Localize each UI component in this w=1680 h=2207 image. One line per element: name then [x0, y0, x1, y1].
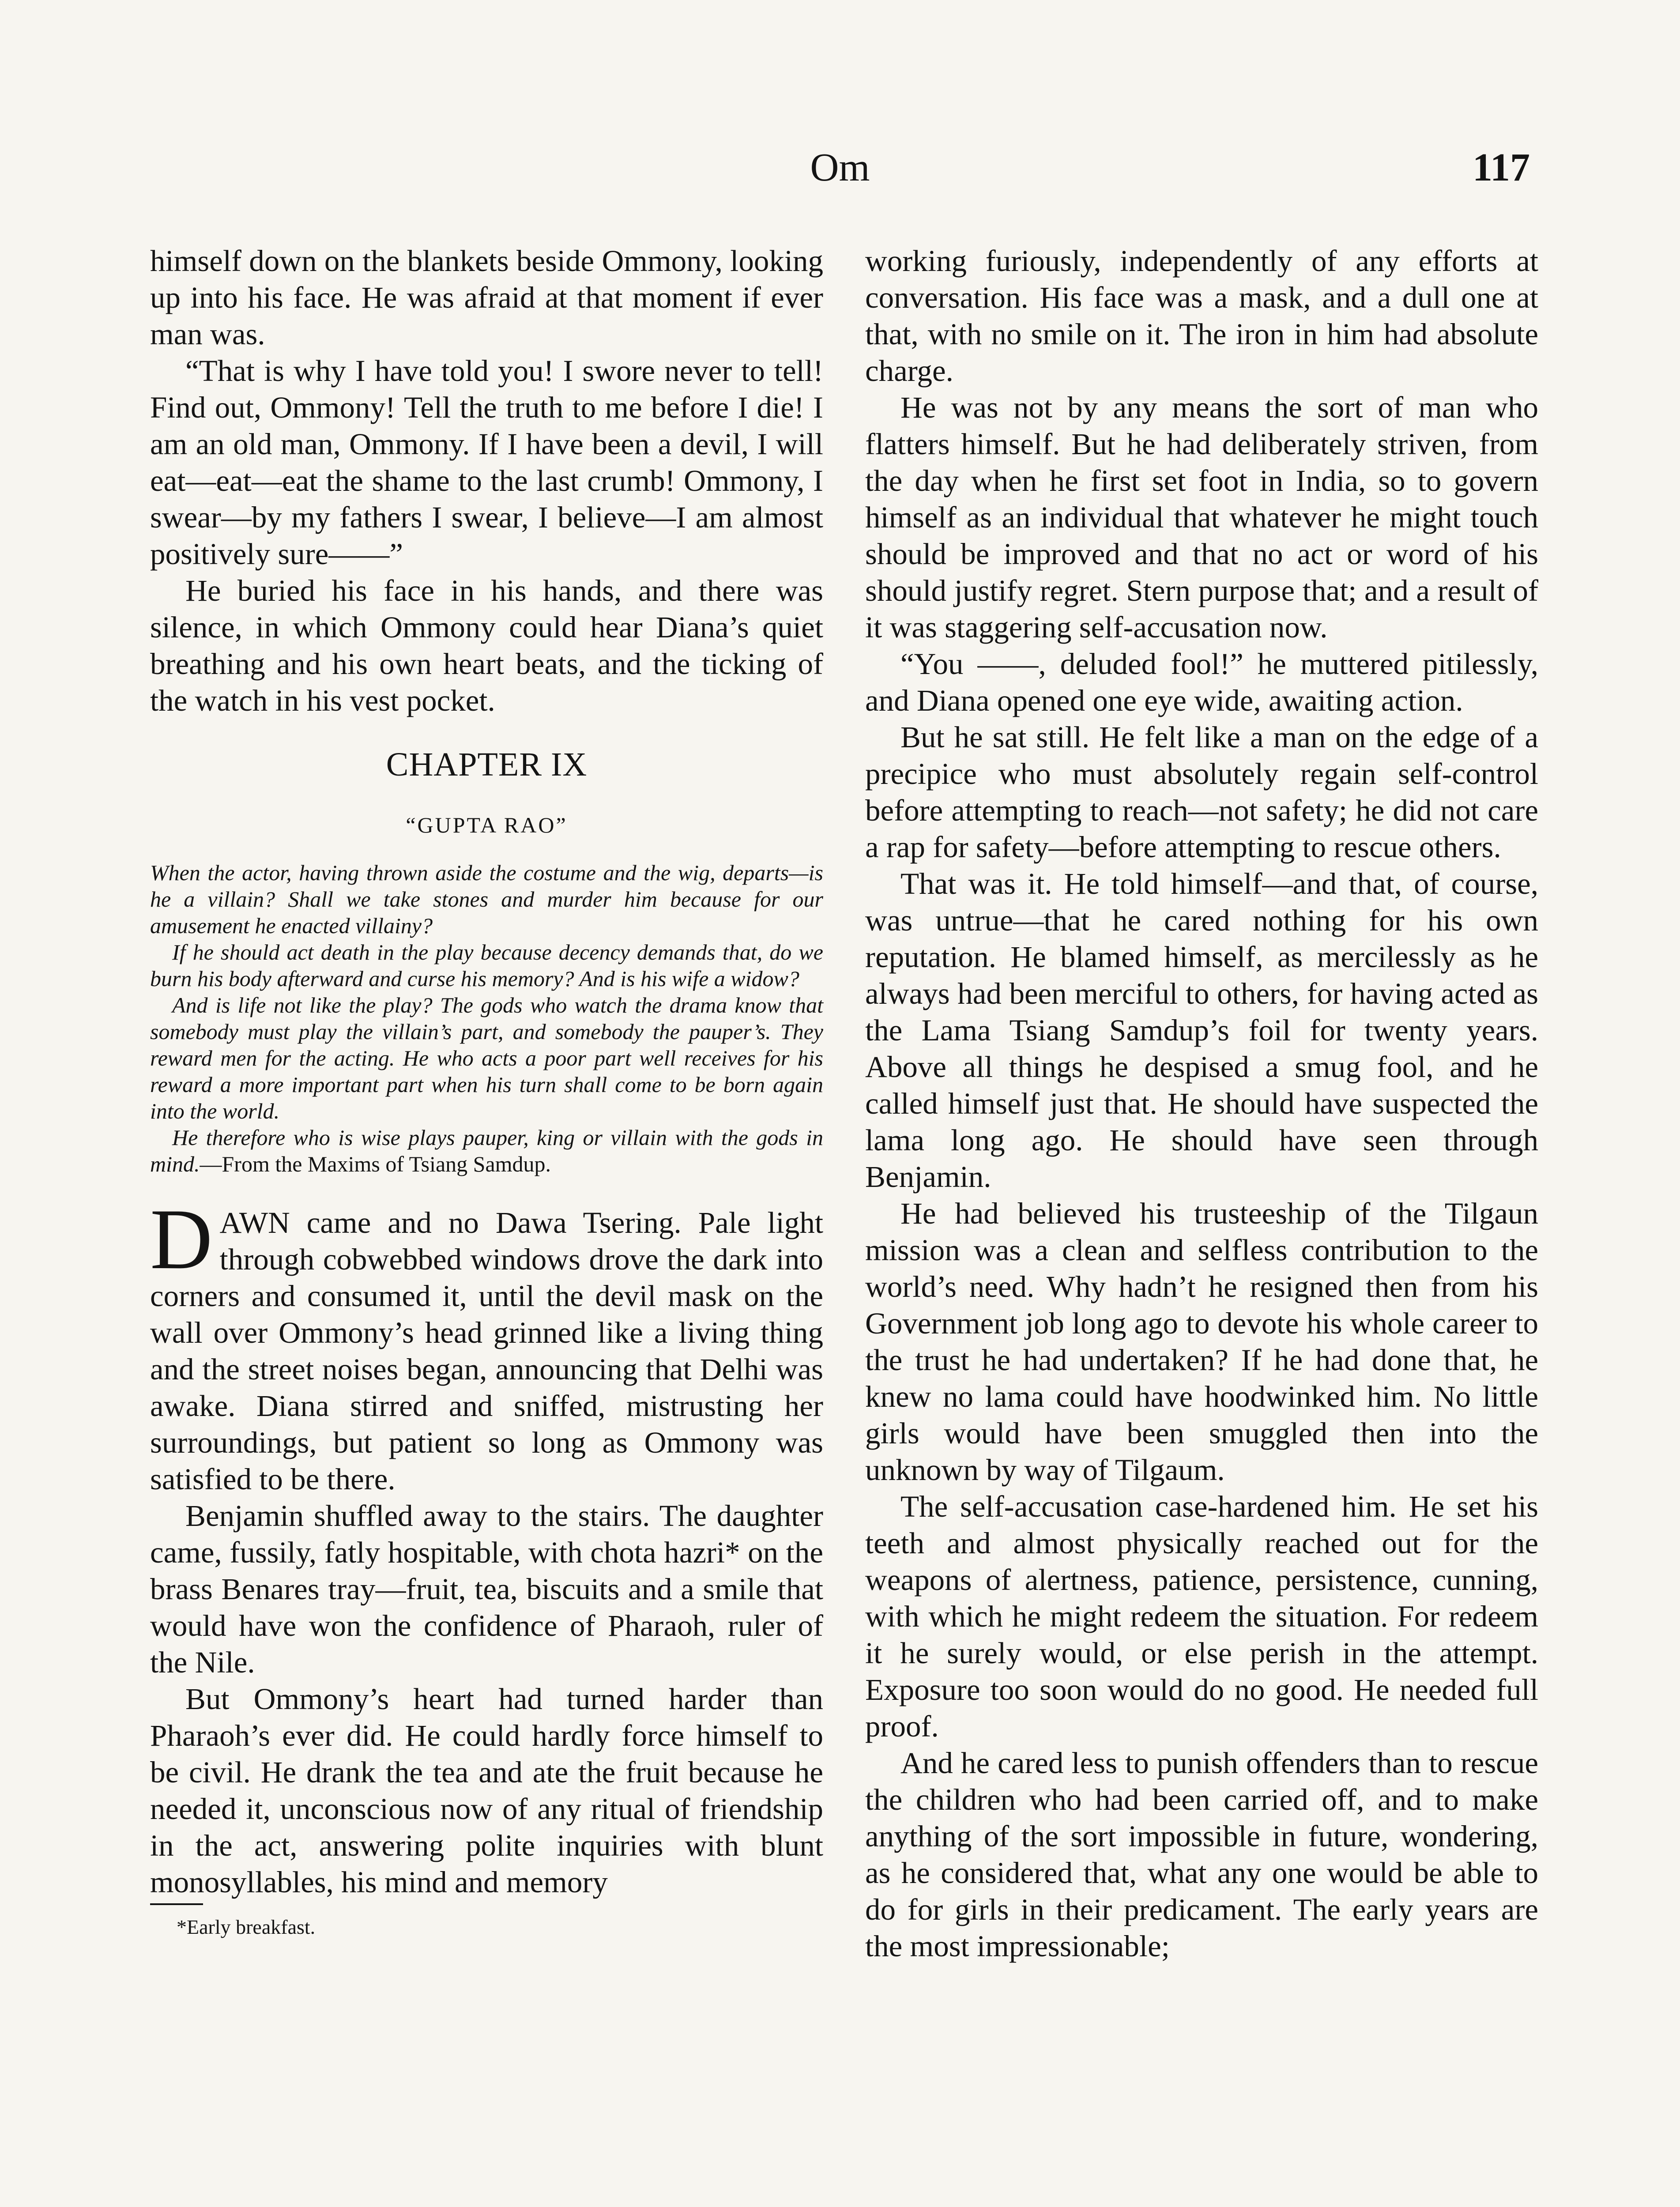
paragraph: himself down on the blankets beside Ommony, looking up into his face. He was afraid at that moment if ever man was.	[150, 244, 823, 351]
opening-paragraph	[150, 1191, 823, 1498]
footnote: *Early breakfast.	[177, 1916, 316, 1938]
footnote-rule	[150, 1903, 203, 1905]
left-column	[150, 243, 823, 1940]
paragraph: But he sat still. He felt like a man on the edge of a precipice who must absolutely regain self-control before attempting to reach—not safety; he did not care a rap for safety—before attempting to rescue others.	[865, 720, 1538, 864]
running-title: Om	[810, 146, 870, 189]
epigraph-paragraph: When the actor, having thrown aside the costume and the wig, departs—is he a villain? Shall we take stones and murder him because for our amusement he enacted villainy?	[150, 860, 823, 938]
chapter-heading: CHAPTER IX	[386, 746, 588, 783]
right-column	[865, 243, 1538, 1965]
epigraph-source: —From the Maxims of Tsiang Samdup.	[200, 1152, 551, 1176]
paragraph: He buried his face in his hands, and there was silence, in which Ommony could hear Diana’s quiet breathing and his own heart beats, and the ticking of the watch in his vest pocket.	[150, 574, 823, 717]
paragraph: He had believed his trusteeship of the Tilgaun mission was a clean and selfless contribution to the world’s need. Why hadn’t he resigned then from his Government job long ago to devote his whole career to the trust he had undertaken? If he had done that, he knew no lama could have hoodwinked him. No little girls would have been smuggled then into the unknown by way of Tilgaum.	[865, 1197, 1538, 1487]
opening-paragraph-text: AWN came and no Dawa Tsering. Pale light through cobwebbed windows drove the dark into corners and consumed it, until the devil mask on the wall over Ommony’s head grinned like a living thing and the street noises began, announcing that Delhi was awake. Diana stirred and sniffed, mistrusting her surroundings, but patient so long as Ommony was satisfied to be there.	[150, 1206, 823, 1496]
page-number: 117	[1472, 146, 1530, 189]
paragraph: That was it. He told himself—and that, of course, was untrue—that he cared nothing for his own reputation. He blamed himself, as mercilessly as he always had been merciful to others, for having acted as the Lama Tsiang Samdup’s foil for twenty years. Above all things he despised a smug fool, and he called himself just that. He should have suspected the lama long ago. He should have seen through Benjamin.	[865, 867, 1538, 1194]
paragraph: The self-accusation case-hardened him. He set his teeth and almost physically reached out for the weapons of alertness, patience, persistence, cunning, with which he might redeem the situation. For redeem it he surely would, or else perish in the attempt. Exposure too soon would do no good. He needed full proof.	[865, 1490, 1538, 1743]
paragraph: “That is why I have told you! I swore never to tell! Find out, Ommony! Tell the truth to me before I die! I am an old man, Ommony. If I have been a devil, I will eat—eat—eat the shame to the last crumb! Ommony, I swear—by my fathers I swear, I believe—I am almost positively sure——”	[150, 354, 823, 571]
epigraph-paragraph: If he should act death in the play because decency demands that, do we burn his body afterward and curse his memory? And is his wife a widow?	[150, 940, 823, 991]
chapter-subtitle: “GUPTA RAO”	[406, 813, 568, 837]
epigraph-closing-text: He therefore who is wise plays pauper, king or villain with the gods in mind.	[150, 1125, 823, 1176]
paragraph: “You ——, deluded fool!” he muttered pitilessly, and Diana opened one eye wide, awaiting action.	[865, 647, 1538, 717]
drop-cap: D	[150, 1191, 213, 1287]
epigraph-paragraph	[150, 1124, 823, 1177]
paragraph: working furiously, independently of any efforts at conversation. His face was a mask, and a dull one at that, with no smile on it. The iron in him had absolute charge.	[865, 244, 1538, 388]
epigraph-paragraph: And is life not like the play? The gods who watch the drama know that somebody must play the villain’s part, and somebody the pauper’s. They reward men for the acting. He who acts a poor part well receives for his reward a more important part when his turn shall come to be born again into the world.	[150, 993, 823, 1123]
paragraph: And he cared less to punish offenders than to rescue the children who had been carried off, and to make anything of the sort impossible in future, wondering, as he considered that, what any one would be able to do for girls in their predicament. The early years are the most impressionable;	[865, 1746, 1538, 1963]
paragraph: Benjamin shuffled away to the stairs. The daughter came, fussily, fatly hospitable, with chota hazri* on the brass Benares tray—fruit, tea, biscuits and a smile that would have won the confidence of Pharaoh, ruler of the Nile.	[150, 1499, 823, 1679]
paragraph: He was not by any means the sort of man who flatters himself. But he had deliberately striven, from the day when he first set foot in India, so to govern himself as an individual that whatever he might touch should be improved and that no act or word of his should justify regret. Stern purpose that; and a result of it was staggering self-accusation now.	[865, 391, 1538, 644]
epigraph	[150, 859, 823, 1177]
paragraph: But Ommony’s heart had turned harder than Pharaoh’s ever did. He could hardly force himself to be civil. He drank the tea and ate the fruit because he needed it, unconscious now of any ritual of friendship in the act, answering polite inquiries with blunt monosyllables, his mind and memory	[150, 1682, 823, 1899]
